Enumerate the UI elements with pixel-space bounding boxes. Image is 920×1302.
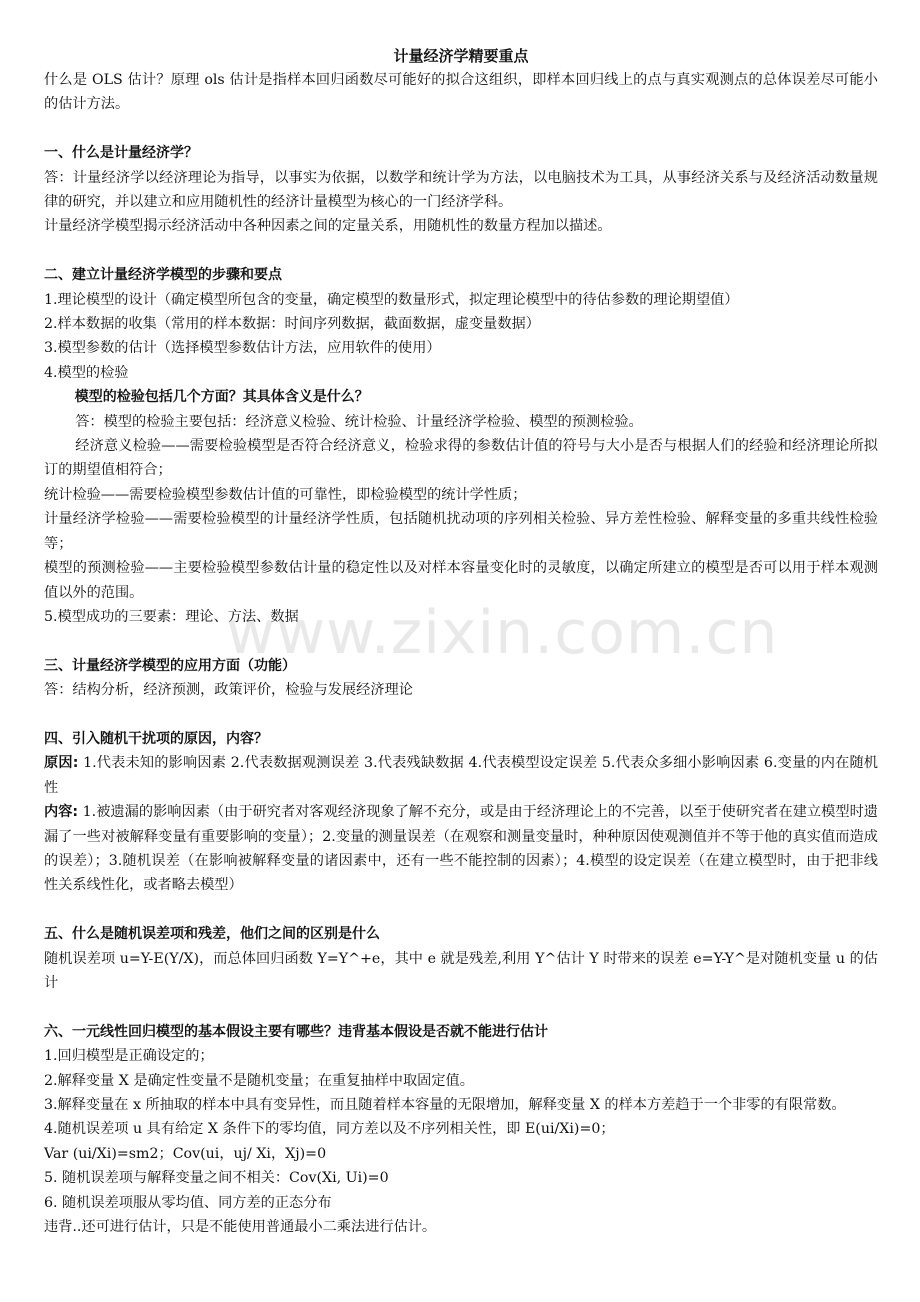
section-2-answer-1: 答：模型的检验主要包括：经济意义检验、统计检验、计量经济学检验、模型的预测检验。	[75, 413, 643, 430]
section-2-answer-2: 经济意义检验——需要检验模型是否符合经济意义，检验求得的参数估计值的符号与大小是否与根据人们的经验和经济理论所拟订的期望值相符合；	[44, 438, 878, 479]
section-5-paragraph: 随机误差项 u=Y-E(Y/X)，而总体回归函数 Y=Y^+e，其中 e 就是残差,利用 Y^估计 Y 时带来的误差 e=Y-Y^是对随机变量 u 的估计	[44, 950, 878, 991]
section-6-conclusion: 违背..还可进行估计，只是不能使用普通最小二乘法进行估计。	[44, 1219, 437, 1235]
section-6-item-5: 5. 随机误差项与解释变量之间不相关：Cov(Xi, Ui)=0	[44, 1170, 389, 1187]
document-body	[44, 44, 878, 1239]
section-6-item-6: 6. 随机误差项服从零均值、同方差的正态分布	[44, 1194, 332, 1211]
section-6-item-4: 4.随机误差项 u 具有给定 X 条件下的零均值，同方差以及不序列相关性，即 E(ui/Xi)=0；	[44, 1121, 615, 1138]
section-5-heading: 五、什么是随机误差项和残差，他们之间的区别是什么	[44, 926, 380, 943]
section-2-item-5: 5.模型成功的三要素：理论、方法、数据	[44, 608, 299, 625]
section-3-heading: 三、计量经济学模型的应用方面（功能）	[44, 657, 296, 674]
causes-label: 原因:	[44, 755, 79, 772]
section-2-answer-4: 计量经济学检验——需要检验模型的计量经济学性质，包括随机扰动项的序列相关检验、异方差性检验、解释变量的多重共线性检验等；	[44, 511, 878, 552]
section-1-answer: 答：计量经济学以经济理论为指导，以事实为依据，以数学和统计学为方法，以电脑技术为工具，从事经济关系与及经济活动数量规律的研究，并以建立和应用随机性的经济计量模型为核心的一门经济学科。	[44, 169, 878, 211]
watermark: www.zixin.com.cn	[226, 598, 779, 668]
contents-text: 1.被遗漏的影响因素（由于研究者对客观经济现象了解不充分，或是由于经济理论上的不完善，以至于使研究者在建立模型时遗漏了一些对被解释变量有重要影响的变量）；2.变量的测量误差（在观察和测量变量时，种种原因使观测值并不等于他的真实值而造成的误差）；3.随机误差（在影响被解释变量的诸因素中，还有一些不能控制的因素）；4.模型的设定误差（在建立模型时，由于把非线性关系线性化，或者略去模型）	[44, 804, 878, 894]
section-6-item-2: 2.解释变量 X 是确定性变量不是随机变量；在重复抽样中取固定值。	[44, 1072, 474, 1089]
section-2-item-1: 1.理论模型的设计（确定模型所包含的变量，确定模型的数量形式，拟定理论模型中的待估参数的理论期望值）	[44, 291, 739, 308]
section-3-answer: 答：结构分析，经济预测，政策评价，检验与发展经济理论	[44, 682, 413, 699]
contents-label: 内容:	[44, 804, 79, 821]
section-2-heading: 二、建立计量经济学模型的步骤和要点	[44, 267, 282, 284]
section-2-item-2: 2.样本数据的收集（常用的样本数据：时间序列数据，截面数据，虚变量数据）	[44, 316, 540, 333]
intro-paragraph: 什么是 OLS 估计？原理 ols 估计是指样本回归函数尽可能好的拟合这组织，即样本回归线上的点与真实观测点的总体误差尽可能小的估计方法。	[44, 72, 878, 113]
section-1-heading: 一、什么是计量经济学？	[44, 145, 198, 162]
section-2-item-4: 4.模型的检验	[44, 364, 129, 381]
section-6-item-3: 3.解释变量在 x 所抽取的样本中具有变异性，而且随着样本容量的无限增加，解释变量 X 的样本方差趋于一个非零的有限常数。	[44, 1096, 846, 1113]
section-2-item-3: 3.模型参数的估计（选择模型参数估计方法，应用软件的使用）	[44, 340, 441, 357]
section-6-item-1: 1.回归模型是正确设定的；	[44, 1048, 214, 1065]
section-4-heading: 四、引入随机干扰项的原因，内容？	[44, 730, 268, 747]
section-2-answer-3: 统计检验——需要检验模型参数估计值的可靠性，即检验模型的统计学性质；	[44, 486, 527, 503]
section-2-answer-5: 模型的预测检验——主要检验模型参数估计量的稳定性以及对样本容量变化时的灵敏度，以确定所建立的模型是否可以用于样本观测值以外的范围。	[44, 560, 878, 601]
section-1-paragraph: 计量经济学模型揭示经济活动中各种因素之间的定量关系，用随机性的数量方程加以描述。	[44, 218, 612, 235]
causes-text: 1.代表未知的影响因素 2.代表数据观测误差 3.代表残缺数据 4.代表模型设定误差 5.代表众多细小影响因素 6.变量的内在随机性	[44, 755, 878, 796]
section-6-item-4-formula: Var (ui/Xi)=sm2；Cov(ui，uj/ Xi，Xj)=0	[44, 1145, 327, 1162]
section-6-heading: 六、一元线性回归模型的基本假设主要有哪些？违背基本假设是否就不能进行估计	[44, 1023, 548, 1040]
document-title: 计量经济学精要重点	[393, 47, 529, 65]
section-4-contents	[44, 800, 878, 898]
section-2-question: 模型的检验包括几个方面？其具体含义是什么？	[74, 389, 369, 406]
section-4-causes	[44, 751, 878, 800]
